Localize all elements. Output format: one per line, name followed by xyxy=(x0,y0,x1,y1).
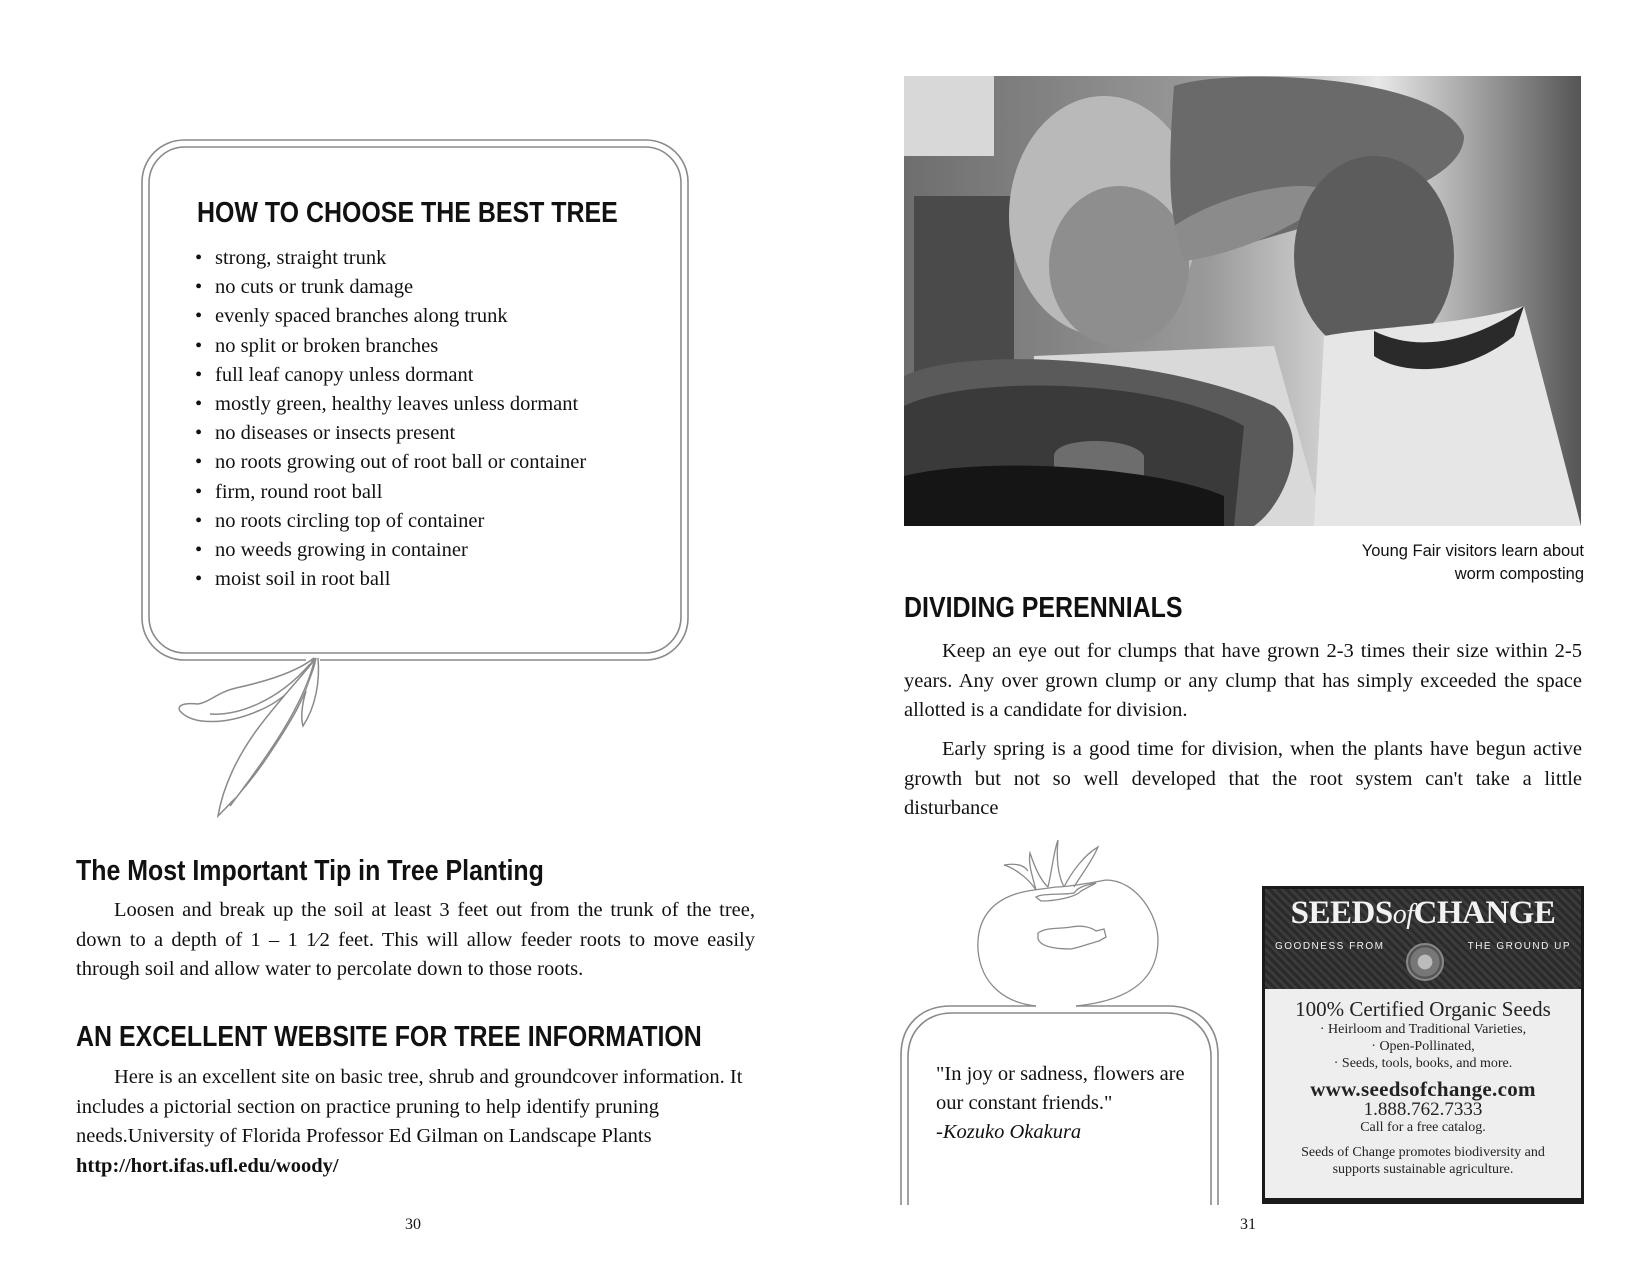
ad-website[interactable]: www.seedsofchange.com xyxy=(1310,1077,1536,1101)
bullet-icon: • xyxy=(195,334,203,357)
ad-bullet: · Seeds, tools, books, and more. xyxy=(1333,1056,1513,1071)
dividing-section-title: DIVIDING PERENNIALS xyxy=(904,592,1183,624)
seeds-of-change-ad xyxy=(1262,886,1584,1204)
bullet-icon: • xyxy=(195,363,203,386)
tip-section-title: The Most Important Tip in Tree Planting xyxy=(76,855,544,887)
tree-checklist xyxy=(195,244,586,594)
dividing-paragraph-1: Keep an eye out for clumps that have grown 2-3 times their size within 2-5 years. Any over grown clump or any clump that has simply exceeded the space allotted is a candidate for division. xyxy=(904,640,1582,721)
ad-tagline-left: GOODNESS FROM xyxy=(1275,941,1385,952)
photo-caption-line2: worm composting xyxy=(1454,565,1584,583)
checklist-item xyxy=(195,478,586,507)
quote-author: -Kozuko Okakura xyxy=(936,1121,1082,1143)
bullet-icon: • xyxy=(195,422,203,445)
tip-section-body: Loosen and break up the soil at least 3 feet out from the trunk of the tree, down to a depth of 1 – 1 1⁄2 feet. This will allow feeder roots to move easily through soil and allow water to percolate down to those roots. xyxy=(76,899,755,980)
ad-footer-line1: Seeds of Change promotes biodiversity and xyxy=(1301,1145,1545,1160)
photo-caption-line1: Young Fair visitors learn about xyxy=(1361,542,1584,560)
checklist-item xyxy=(195,361,586,390)
ad-brand-logo xyxy=(1265,889,1581,932)
tomato-icon xyxy=(978,840,1158,1006)
tree-box-heading: HOW TO CHOOSE THE BEST TREE xyxy=(197,197,618,229)
bullet-icon: • xyxy=(195,247,203,269)
ad-call-text: Call for a free catalog. xyxy=(1360,1120,1486,1135)
ad-brand-part1: SEEDS xyxy=(1290,895,1393,931)
ad-tagline-right: THE GROUND UP xyxy=(1467,941,1571,952)
checklist-item xyxy=(195,332,586,361)
checklist-item xyxy=(195,273,586,302)
photo-children-composting xyxy=(904,76,1581,526)
photo-illustration xyxy=(904,76,1581,526)
checklist-item-text: full leaf canopy unless dormant xyxy=(215,363,474,386)
quote-block xyxy=(936,1060,1185,1147)
checklist-item-text: no split or broken branches xyxy=(215,334,439,357)
ad-phone: 1.888.762.7333 xyxy=(1363,1099,1483,1120)
bullet-icon: • xyxy=(195,539,203,562)
website-section-body xyxy=(76,1063,756,1181)
checklist-item xyxy=(195,390,586,419)
website-section-title: AN EXCELLENT WEBSITE FOR TREE INFORMATION xyxy=(76,1021,702,1053)
checklist-item-text: moist soil in root ball xyxy=(215,568,391,591)
ad-brand-part2: of xyxy=(1392,899,1414,930)
checklist-item-text: strong, straight trunk xyxy=(215,247,387,269)
checklist-item-text: evenly spaced branches along trunk xyxy=(215,305,508,328)
bullet-icon: • xyxy=(195,480,203,503)
checklist-item xyxy=(195,419,586,448)
ad-headline: 100% Certified Organic Seeds xyxy=(1295,997,1551,1021)
checklist-item-text: mostly green, healthy leaves unless dormant xyxy=(215,393,579,416)
checklist-item xyxy=(195,302,586,331)
bullet-icon: • xyxy=(195,393,203,416)
checklist-item-text: no diseases or insects present xyxy=(215,422,456,445)
quote-line2: our constant friends." xyxy=(936,1092,1113,1114)
quote-box-frame xyxy=(896,835,1226,1205)
photo-caption xyxy=(1362,540,1584,586)
checklist-item xyxy=(195,448,586,477)
checklist-item-text: no roots growing out of root ball or container xyxy=(215,451,587,474)
website-link[interactable]: http://hort.ifas.ufl.edu/woody/ xyxy=(76,1154,339,1177)
bullet-icon: • xyxy=(195,305,203,328)
quote-line1: "In joy or sadness, flowers are xyxy=(936,1063,1185,1085)
checklist-item xyxy=(195,565,586,594)
ad-seal-icon xyxy=(1406,943,1444,981)
ad-header xyxy=(1265,889,1581,989)
checklist-item xyxy=(195,536,586,565)
page-number-left: 30 xyxy=(405,1216,421,1233)
website-description: Here is an excellent site on basic tree, shrub and groundcover information. It includes a pictorial section on practice pruning to help identify pruning needs.University of Florida Professor Ed Gilman on Landscape Plants xyxy=(76,1066,743,1147)
dividing-paragraph-2: Early spring is a good time for division, when the plants have begun active growth but not so well developed that the root system can't take a little disturbance xyxy=(904,738,1582,819)
bullet-icon: • xyxy=(195,509,203,532)
ad-brand-part3: CHANGE xyxy=(1413,895,1556,931)
checklist-item xyxy=(195,507,586,536)
bullet-icon: • xyxy=(195,276,203,299)
checklist-item xyxy=(195,244,586,273)
page-number-right: 31 xyxy=(1240,1216,1256,1233)
ad-bullet: · Open-Pollinated, xyxy=(1371,1039,1475,1054)
ad-bullet: · Heirloom and Traditional Varieties, xyxy=(1319,1022,1527,1037)
ad-body xyxy=(1265,989,1581,1198)
checklist-item-text: firm, round root ball xyxy=(215,480,383,503)
bullet-icon: • xyxy=(195,451,203,474)
checklist-item-text: no weeds growing in container xyxy=(215,539,468,562)
checklist-item-text: no roots circling top of container xyxy=(215,509,485,532)
checklist-item-text: no cuts or trunk damage xyxy=(215,276,414,299)
leaf-sprig-icon xyxy=(179,656,320,816)
bullet-icon: • xyxy=(195,568,203,591)
ad-footer-line2: supports sustainable agriculture. xyxy=(1332,1162,1514,1177)
